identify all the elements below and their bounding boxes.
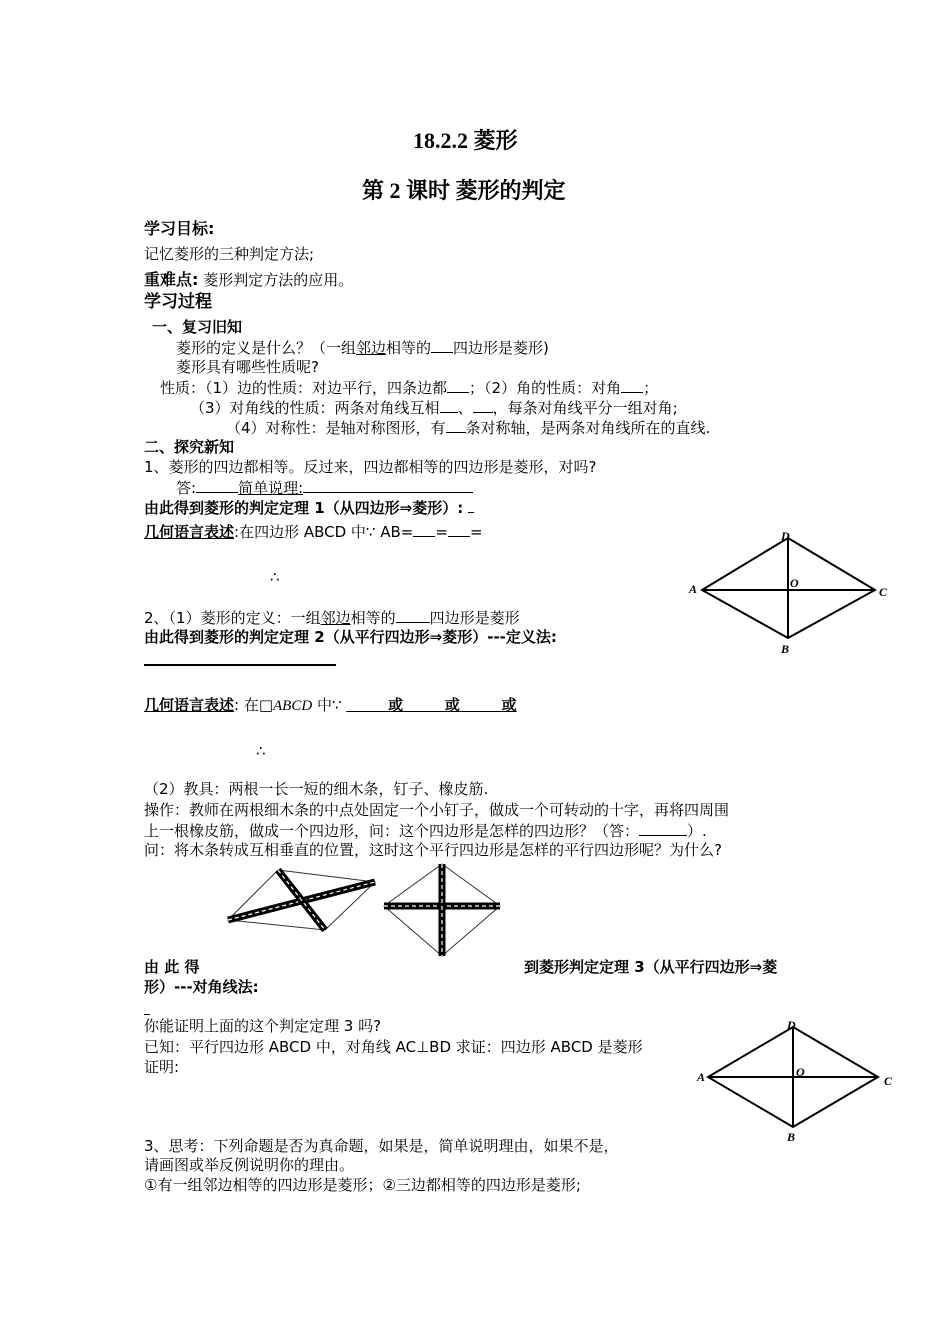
page-title: 18.2.2 菱形 [413, 128, 518, 153]
text-underlined: 邻边 [356, 339, 387, 357]
rhombus-shape [708, 1027, 878, 1127]
key-text: 菱形判定方法的应用。 [203, 271, 354, 289]
fig1-label-D: D [781, 529, 790, 543]
theorem3-cont: 形）---对角线法: [144, 978, 259, 996]
text: 四边形是菱形) [453, 339, 549, 357]
text: 条对称轴，是两条对角线所在的直线. [465, 419, 711, 437]
operation-line1: 操作：教师在两根细木条的中点处固定一个小钉子，做成一个可转动的十字，再将四周围 [144, 801, 730, 819]
text: ；（2）角的性质：对角 [469, 379, 622, 397]
s1-property-line4 [226, 418, 710, 437]
text: ； [643, 379, 659, 397]
theorem3-left: 由 此 得 [144, 958, 200, 976]
page-subtitle: 第 2 课时 菱形的判定 [362, 178, 566, 203]
text: 四边形是菱形 [429, 609, 520, 627]
rhombus-shape [702, 538, 875, 638]
ask-line: 问：将木条转成互相垂直的位置，这时这个平行四边形是怎样的平行四边形呢？为什么? [144, 841, 722, 859]
think-line1: 3、思考：下列命题是否为真命题，如果是，简单说明理由，如果不是， [144, 1137, 619, 1155]
theorem2: 由此得到菱形的判定定理 2（从平行四边形⇒菱形）---定义法: [144, 628, 557, 646]
text-underlined: 邻边 [320, 609, 351, 627]
blank[interactable] [396, 608, 430, 623]
s2-answer-line [176, 478, 473, 497]
therefore-2: ∴ [256, 742, 266, 760]
text: 几何语言表述 [144, 523, 235, 541]
fig2-label-C: C [884, 1074, 893, 1088]
section2-heading: 二、探究新知 [144, 438, 235, 456]
blank[interactable] [639, 821, 687, 836]
text: = [435, 523, 448, 541]
given-line: 已知：平行四边形 ABCD 中，对角线 AC⊥BD 求证：四边形 ABCD 是菱形 [144, 1038, 643, 1056]
fig1-label-O: O [790, 576, 799, 590]
text: ）. [687, 822, 707, 840]
text: ，每条对角线平分一组对角; [492, 399, 678, 417]
text: 相等的 [386, 339, 432, 357]
text: 或 [388, 696, 404, 714]
text: 菱形的定义是什么？（一组 [176, 339, 357, 357]
text: 简单说理: [238, 479, 304, 497]
text: 、 [457, 399, 473, 417]
answer-line-theorem3[interactable] [144, 1014, 150, 1015]
fig1-label-B: B [781, 642, 790, 656]
therefore-1: ∴ [270, 568, 280, 586]
tool-text: （2）教具：两根一长一短的细木条，钉子、橡皮筋. [144, 780, 489, 798]
text: : 在□ [234, 696, 274, 714]
blank[interactable] [446, 418, 466, 433]
text: 性质：（1）边的性质：对边平行，四条边都 [160, 379, 448, 397]
key-points [144, 271, 353, 289]
goals-heading: 学习目标: [144, 219, 215, 238]
blank[interactable] [473, 398, 493, 413]
fig1-label-A: A [689, 582, 698, 596]
key-label: 重难点: [144, 270, 199, 289]
text: 或 [501, 696, 517, 714]
fig2-label-B: B [787, 1130, 796, 1144]
blank[interactable] [448, 522, 470, 537]
blank[interactable] [440, 398, 458, 413]
propositions: ①有一组邻边相等的四边形是菱形；②三边都相等的四边形是菱形; [144, 1176, 581, 1194]
fig2-label-A: A [697, 1070, 706, 1084]
blank[interactable] [431, 338, 453, 353]
process-heading: 学习过程 [144, 292, 212, 312]
text: 或 [444, 696, 460, 714]
text: 由此得到菱形的判定定理 1（从四边形⇒菱形）: [144, 499, 464, 517]
stick-rhombus-figure [380, 860, 505, 960]
operation-line2 [144, 821, 707, 840]
text: 中∵ [312, 696, 342, 714]
text: :在四边形 ABCD 中∵ AB= [234, 523, 414, 541]
section1-heading: 一、复习旧知 [152, 318, 243, 336]
s2-question1: 1、菱形的四边都相等。反过来，四边都相等的四边形是菱形，对吗? [144, 458, 597, 476]
answer-line-theorem2[interactable] [144, 664, 336, 666]
stick-parallelogram-figure [220, 862, 380, 937]
theorem3-right: 到菱形判定定理 3（从平行四边形⇒菱 [524, 958, 778, 976]
proof-label: 证明: [144, 1058, 180, 1076]
text: 上一根橡皮筋，做成一个四边形，问：这个四边形是怎样的四边形？（答： [144, 822, 640, 840]
geo-statement-1 [144, 522, 483, 541]
text: 几何语言表述 [144, 696, 235, 714]
geo-statement-2 [144, 696, 517, 715]
blank[interactable] [447, 378, 469, 393]
prove-question: 你能证明上面的这个判定定理 3 吗? [144, 1017, 382, 1035]
or-blanks[interactable] [346, 696, 517, 714]
text: （3）对角线的性质：两条对角线互相 [190, 399, 440, 417]
text: = [469, 523, 483, 541]
s1-property-line3 [190, 398, 678, 417]
blank[interactable] [303, 478, 473, 493]
s1-question-definition [176, 338, 549, 357]
s1-question-properties: 菱形具有哪些性质呢? [176, 358, 319, 376]
think-line2: 请画图或举反例说明你的理由。 [144, 1156, 355, 1174]
text: 答: [176, 479, 197, 497]
blank[interactable] [413, 522, 435, 537]
text: ABCD [273, 698, 313, 714]
blank[interactable] [621, 378, 643, 393]
s1-property-line1 [160, 378, 658, 397]
blank[interactable] [468, 498, 474, 513]
text: 2、（1）菱形的定义：一组 [144, 609, 321, 627]
blank[interactable] [196, 478, 238, 493]
fig1-label-C: C [879, 585, 888, 599]
text: （4）对称性：是轴对称图形，有 [226, 419, 446, 437]
theorem1 [144, 498, 474, 517]
fig2-label-O: O [796, 1065, 805, 1079]
text: 相等的 [350, 609, 396, 627]
goals-text: 记忆菱形的三种判定方法; [144, 245, 315, 263]
fig2-label-D: D [787, 1018, 796, 1032]
s2-question2 [144, 608, 520, 627]
